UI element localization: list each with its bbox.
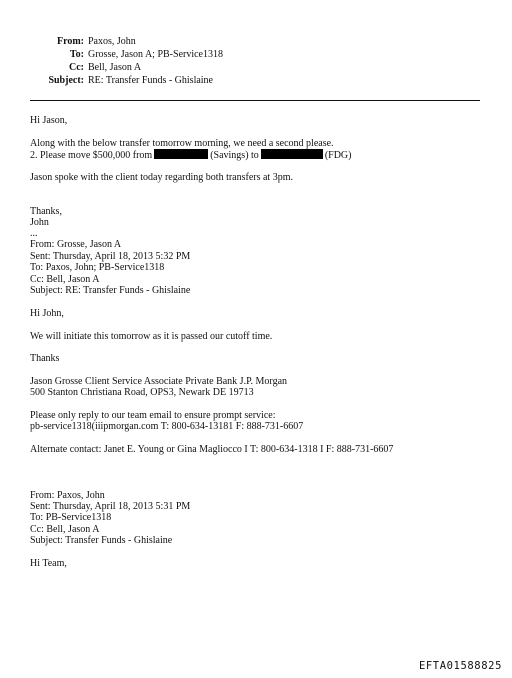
redaction-block bbox=[261, 149, 323, 159]
quoted2-sent: Sent: Thursday, April 18, 2013 5:31 PM bbox=[30, 501, 191, 512]
quoted2-cc: Cc: Bell, Jason A bbox=[30, 524, 100, 535]
header-subject-label: Subject: bbox=[48, 75, 84, 86]
transfer-request-line bbox=[30, 149, 351, 162]
quoted2-greeting: Hi Team, bbox=[30, 558, 67, 569]
quoted-greeting: Hi John, bbox=[30, 308, 64, 319]
header-to-value: Grosse, Jason A; PB-Service1318 bbox=[88, 49, 223, 60]
signoff: Thanks, bbox=[30, 206, 62, 217]
header-subject-value: RE: Transfer Funds - Ghislaine bbox=[88, 75, 213, 86]
transfer-text-part-2: (Savings) to bbox=[210, 150, 259, 161]
quoted-to: To: Paxos, John; PB-Service1318 bbox=[30, 262, 165, 273]
quoted-body: We will initiate this tomorrow as it is passed our cutoff time. bbox=[30, 331, 273, 342]
quoted2-subject: Subject: Transfer Funds - Ghislaine bbox=[30, 535, 173, 546]
quoted2-to: To: PB-Service1318 bbox=[30, 512, 112, 523]
quoted-cc: Cc: Bell, Jason A bbox=[30, 274, 100, 285]
ellipsis: ... bbox=[30, 228, 38, 239]
transfer-text-part-1: 2. Please move $500,000 from bbox=[30, 150, 153, 161]
alternate-contact: Alternate contact: Janet E. Young or Gina Magliocco I T: 800-634-1318 I F: 888-731-6607 bbox=[30, 444, 394, 455]
header-divider bbox=[30, 100, 480, 101]
reply-instruction: Please only reply to our team email to ensure prompt service: bbox=[30, 410, 276, 421]
header-cc-label: Cc: bbox=[69, 62, 84, 73]
header-from-label: From: bbox=[56, 36, 84, 47]
reply-contact: pb-service1318(iiipmorgan.com T: 800-634-13181 F: 888-731-6607 bbox=[30, 421, 304, 432]
header-to-label: To: bbox=[69, 49, 84, 60]
transfer-text-part-3: (FDG) bbox=[324, 150, 352, 161]
quoted-sent: Sent: Thursday, April 18, 2013 5:32 PM bbox=[30, 251, 191, 262]
body-line: Along with the below transfer tomorrow morning, we need a second please. bbox=[30, 138, 334, 149]
document-id: EFTA01588825 bbox=[418, 660, 502, 672]
header-cc-value: Bell, Jason A bbox=[88, 62, 142, 73]
greeting: Hi Jason, bbox=[30, 115, 68, 126]
quoted-subject: Subject: RE: Transfer Funds - Ghislaine bbox=[30, 285, 191, 296]
body-line: Jason spoke with the client today regarding both transfers at 3pm. bbox=[30, 172, 293, 183]
signature-line: Jason Grosse Client Service Associate Private Bank J.P. Morgan bbox=[30, 376, 288, 387]
quoted-thanks: Thanks bbox=[30, 353, 60, 364]
quoted2-from: From: Paxos, John bbox=[30, 490, 105, 501]
redaction-block bbox=[154, 149, 208, 159]
quoted-from: From: Grosse, Jason A bbox=[30, 239, 122, 250]
signature-address: 500 Stanton Christiana Road, OPS3, Newark DE 19713 bbox=[30, 387, 254, 398]
header-from-value: Paxos, John bbox=[88, 36, 136, 47]
sender-name: John bbox=[30, 217, 49, 228]
